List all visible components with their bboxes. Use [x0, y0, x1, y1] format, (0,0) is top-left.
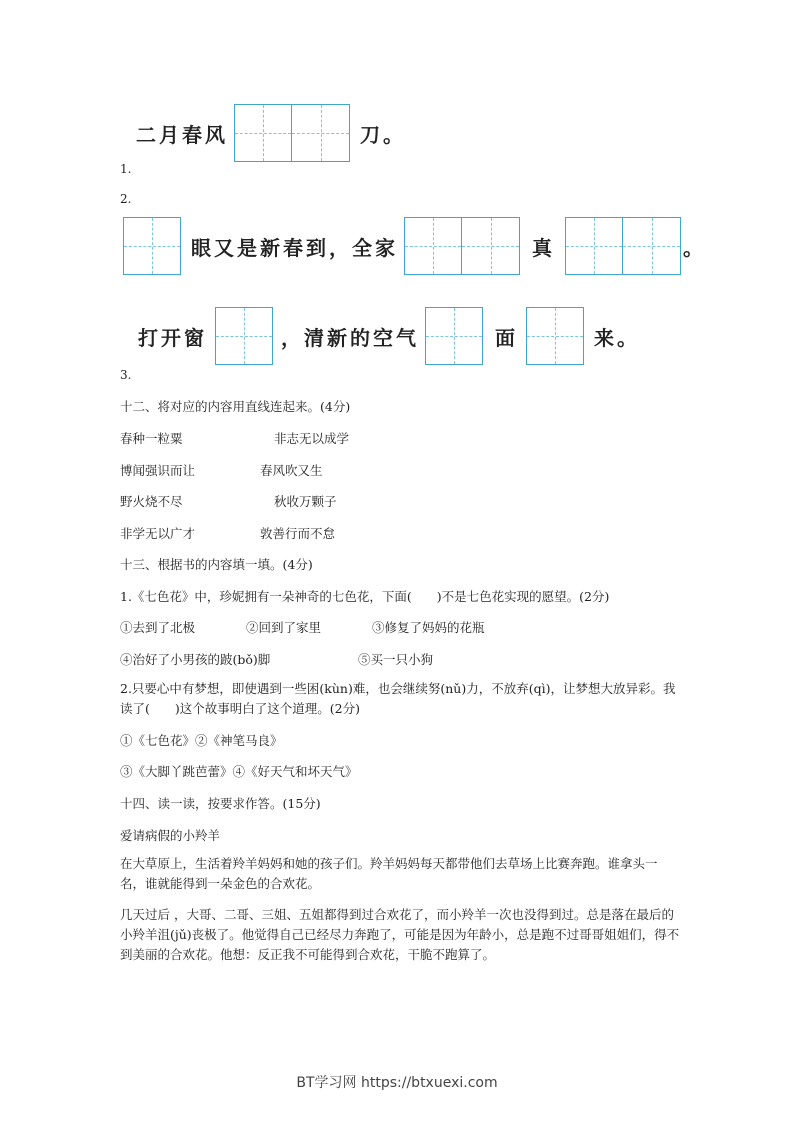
writing-box[interactable] [123, 217, 181, 275]
grid-row-3 [138, 307, 640, 365]
row3-text-before: 打开窗 [138, 325, 207, 350]
question-number-3: 3. [120, 368, 132, 382]
q2-text: 2.只要心中有梦想，即使遇到一些困(kùn)难，也会继续努(nǔ)力，不放弃(qì)，让梦想大放异彩。我读了( )这个故事明白了这个道理。(2分) [120, 681, 676, 716]
section14-heading: 十四、读一读，按要求作答。(15分) [120, 796, 321, 811]
pair-right-3: 秋收万颗子 [274, 494, 337, 509]
writing-box[interactable] [292, 104, 350, 162]
pair-left-1: 春种一粒粟 [120, 431, 183, 446]
row3-text-mid1: ，清新的空气 [281, 325, 419, 350]
row2-text-mid2: 真 [532, 235, 555, 260]
writing-box[interactable] [234, 104, 292, 162]
pair-right-4: 敦善行而不怠 [260, 526, 336, 541]
story-title: 爱请病假的小羚羊 [120, 828, 221, 843]
q2-options-line1: ①《七色花》②《神笔马良》 [120, 733, 283, 748]
row1-text-before: 二月春风 [136, 122, 228, 147]
writing-box[interactable] [215, 307, 273, 365]
pair-left-3: 野火烧不尽 [120, 494, 183, 509]
q2-options-line2: ③《大脚丫跳芭蕾》④《好天气和坏天气》 [120, 764, 358, 779]
writing-box[interactable] [462, 217, 520, 275]
footer-watermark: BT学习网 https://btxuexi.com [296, 1075, 498, 1091]
q1-option-5: ⑤买一只小狗 [358, 652, 434, 667]
row3-text-end: 来。 [594, 325, 640, 350]
row3-text-mid2: 面 [495, 325, 518, 350]
writing-box[interactable] [404, 217, 462, 275]
row2-text-end: 。 [683, 235, 706, 260]
q1-option-1: ①去到了北极 [120, 620, 196, 635]
section13-heading: 十三、根据书的内容填一填。(4分) [120, 557, 313, 572]
q1-option-4: ④治好了小男孩的跛(bǒ)脚 [120, 652, 271, 667]
q1-option-2: ②回到了家里 [246, 620, 322, 635]
grid-row-1 [136, 104, 406, 162]
question-number-2: 2. [120, 192, 132, 206]
story-paragraph-1: 在大草原上，生活着羚羊妈妈和她的孩子们。羚羊妈妈每天都带他们去草场上比赛奔跑。谁拿头一名，谁就能得到一朵金色的合欢花。 [120, 856, 658, 891]
pair-left-2: 博闻强识而让 [120, 463, 196, 478]
q1-text: 1.《七色花》中，珍妮拥有一朵神奇的七色花，下面( )不是七色花实现的愿望。(2分) [120, 589, 610, 604]
writing-box[interactable] [565, 217, 623, 275]
section12-heading: 十二、将对应的内容用直线连起来。(4分) [120, 399, 351, 414]
writing-box[interactable] [425, 307, 483, 365]
question-number-1: 1. [120, 162, 132, 176]
row1-text-after: 刀。 [360, 122, 406, 147]
pair-left-4: 非学无以广才 [120, 526, 196, 541]
grid-row-2 [123, 217, 706, 275]
writing-box[interactable] [526, 307, 584, 365]
pair-right-2: 春风吹又生 [260, 463, 323, 478]
row2-text-mid1: 眼又是新春到，全家 [191, 235, 398, 260]
pair-right-1: 非志无以成学 [274, 431, 350, 446]
story-paragraph-2: 几天过后 ，大哥、二哥、三姐、五姐都得到过合欢花了，而小羚羊一次也没得到过。总是落在最后的小羚羊沮(jǔ)丧极了。他觉得自己已经尽力奔跑了，可能是因为年龄小，总是跑不过哥哥姐姐们，得不到美丽的合欢花。他想：反正我不可能得到合欢花，干脆不跑算了。 [120, 907, 680, 962]
writing-box[interactable] [623, 217, 681, 275]
q1-option-3: ③修复了妈妈的花瓶 [372, 620, 485, 635]
